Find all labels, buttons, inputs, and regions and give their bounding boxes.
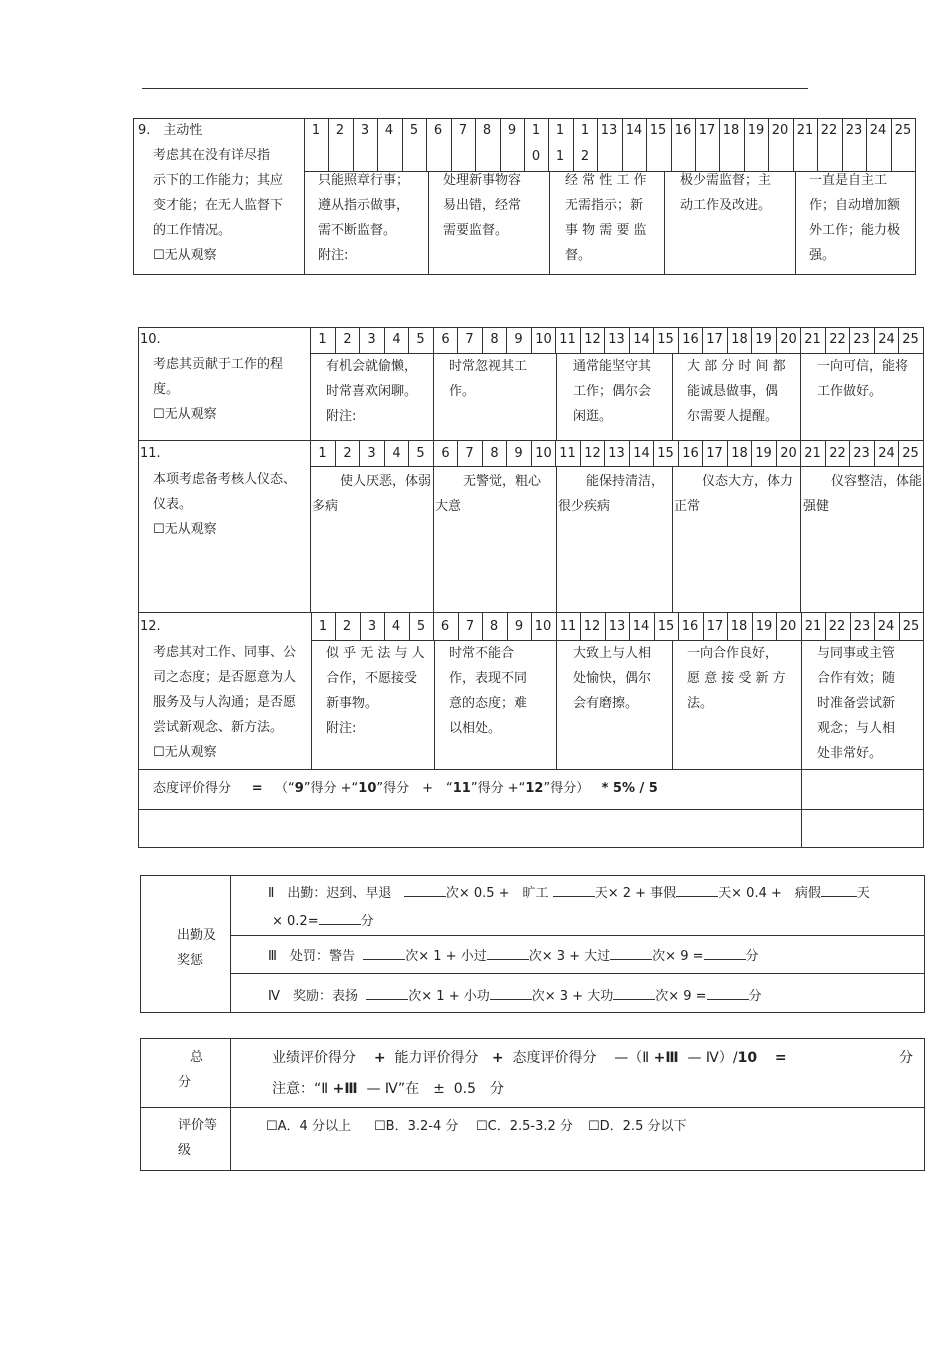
score-option[interactable]: 2 bbox=[335, 123, 345, 138]
score-option[interactable]: 11 bbox=[559, 332, 576, 347]
score-option[interactable]: 18 bbox=[731, 446, 748, 461]
header-rule bbox=[142, 88, 808, 89]
score-option[interactable]: 19 bbox=[755, 446, 772, 461]
item11-title: 11. bbox=[140, 446, 161, 461]
score-option[interactable]: 11 bbox=[559, 619, 577, 634]
reward-score-field[interactable] bbox=[707, 987, 749, 1000]
personal-leave-field[interactable] bbox=[676, 884, 718, 897]
score-option[interactable]: 17 bbox=[698, 123, 716, 138]
item11-level-5: 仪容整洁，体能 强健 bbox=[803, 474, 923, 514]
score-option[interactable]: 14 bbox=[633, 446, 650, 461]
score-option[interactable]: 4 bbox=[392, 332, 401, 347]
item12-level-4: 一向合作良好， 愿 意 接 受 新 方 法。 bbox=[687, 646, 786, 711]
attendance-label: 出勤及 奖惩 bbox=[177, 928, 217, 968]
grade-option-b[interactable]: ☐B．3.2-4 分 bbox=[374, 1119, 459, 1134]
score-option[interactable]: 3 bbox=[367, 332, 376, 347]
total-label: 总 分 bbox=[178, 1050, 204, 1090]
score-option[interactable]: 16 bbox=[674, 123, 692, 138]
no-observation-checkbox[interactable]: ☐无从观察 bbox=[153, 407, 217, 422]
item9-desc: 考虑其在没有详尽指 示下的工作能力；其应 变才能；在无人监督下 的工作情况。 ☐无从观察 bbox=[153, 143, 283, 268]
score-option[interactable]: 10 bbox=[534, 619, 552, 634]
item11-level-1: 使人厌恶，体弱 多病 bbox=[312, 474, 432, 514]
score-option[interactable]: 1 bbox=[318, 332, 327, 347]
score-option[interactable]: 8 bbox=[489, 619, 499, 634]
item9-level-2: 处理新事物容 易出错，经常 需要监督。 bbox=[443, 173, 522, 238]
score-option[interactable]: 25 bbox=[902, 332, 919, 347]
score-option[interactable]: 6 bbox=[441, 446, 450, 461]
score-option[interactable]: 22 bbox=[829, 446, 846, 461]
score-option[interactable]: 7 bbox=[465, 619, 475, 634]
score-option[interactable]: 23 bbox=[853, 332, 870, 347]
score-option[interactable]: 10 bbox=[535, 332, 552, 347]
score-option[interactable]: 21 bbox=[804, 619, 822, 634]
major-demerit-field[interactable] bbox=[610, 947, 652, 960]
score-option[interactable]: 22 bbox=[829, 332, 846, 347]
score-option[interactable]: 24 bbox=[878, 332, 895, 347]
score-option[interactable]: 20 bbox=[771, 123, 789, 138]
score-option[interactable]: 24 bbox=[877, 619, 895, 634]
penalty-score-field[interactable] bbox=[704, 947, 746, 960]
score-option[interactable]: 14 bbox=[632, 619, 650, 634]
score-option[interactable]: 6 bbox=[433, 123, 443, 138]
score-option[interactable]: 12 bbox=[583, 619, 601, 634]
score-option[interactable]: 15 bbox=[657, 332, 674, 347]
score-option[interactable]: 19 bbox=[755, 332, 772, 347]
score-option[interactable]: 15 bbox=[657, 619, 675, 634]
score-option[interactable]: 1 bbox=[311, 123, 321, 138]
item10-title: 10. bbox=[140, 332, 161, 347]
score-option[interactable]: 1 bbox=[555, 123, 565, 138]
score-option[interactable]: 7 bbox=[465, 332, 474, 347]
grade-option-a[interactable]: ☐A．4 分以上 bbox=[266, 1119, 351, 1134]
attendance-row: Ⅱ 出勤：迟到、早退 次× 0.5 + 旷工 天× 2 + 事假 天× 0.4 + 病假 天 bbox=[268, 886, 870, 901]
score-option[interactable]: 23 bbox=[845, 123, 863, 138]
praise-count-field[interactable] bbox=[366, 987, 408, 1000]
score-option[interactable]: 21 bbox=[804, 332, 821, 347]
minor-demerit-field[interactable] bbox=[487, 947, 529, 960]
score-option[interactable]: 3 bbox=[367, 446, 376, 461]
item10-level-3: 通常能坚守其 工作；偶尔会 闲逛。 bbox=[573, 359, 652, 424]
score-option-suffix: 0 bbox=[531, 149, 541, 164]
score-option[interactable]: 9 bbox=[514, 446, 523, 461]
no-observation-checkbox[interactable]: ☐无从观察 bbox=[153, 745, 217, 760]
total-formula: 业绩评价得分 + 能力评价得分 + 态度评价得分 —（Ⅱ +Ⅲ — Ⅳ）/10 = bbox=[272, 1050, 787, 1066]
item9-title: 9. 主动性 bbox=[138, 123, 203, 138]
score-option[interactable]: 13 bbox=[608, 332, 625, 347]
score-option[interactable]: 15 bbox=[649, 123, 667, 138]
score-option-suffix: 1 bbox=[555, 149, 565, 164]
score-option[interactable]: 15 bbox=[657, 446, 674, 461]
score-option[interactable]: 20 bbox=[779, 619, 797, 634]
score-option-suffix: 2 bbox=[580, 149, 590, 164]
score-option[interactable]: 5 bbox=[416, 332, 425, 347]
score-option[interactable]: 10 bbox=[535, 446, 552, 461]
item12-level-5: 与同事或主管 合作有效；随 时准备尝试新 观念；与人相 处非常好。 bbox=[817, 646, 896, 761]
score-option[interactable]: 25 bbox=[894, 123, 912, 138]
score-option[interactable]: 2 bbox=[342, 619, 352, 634]
item12-level-3: 大致上与人相 处愉快，偶尔 会有磨擦。 bbox=[573, 646, 652, 711]
score-option[interactable]: 5 bbox=[409, 123, 419, 138]
score-option[interactable]: 14 bbox=[625, 123, 643, 138]
score-option[interactable]: 20 bbox=[780, 446, 797, 461]
minor-merit-field[interactable] bbox=[490, 987, 532, 1000]
item11-level-2: 无警觉，粗心 大意 bbox=[435, 474, 542, 514]
score-option[interactable]: 16 bbox=[681, 619, 699, 634]
score-option[interactable]: 4 bbox=[392, 446, 401, 461]
attitude-score-formula: 态度评价得分 = （“9”得分 +“10”得分 + “11”得分 +“12”得分） * 5% / 5 bbox=[153, 781, 658, 796]
score-option[interactable]: 21 bbox=[796, 123, 814, 138]
score-option[interactable]: 23 bbox=[853, 446, 870, 461]
score-option[interactable]: 22 bbox=[820, 123, 838, 138]
grade-option-d[interactable]: ☐D．2.5 分以下 bbox=[588, 1119, 687, 1134]
score-option[interactable]: 23 bbox=[853, 619, 871, 634]
score-option[interactable]: 8 bbox=[482, 123, 492, 138]
attendance-row-cont: × 0.2= 分 bbox=[272, 914, 374, 929]
item9-level-3: 经 常 性 工 作 无需指示；新 事 物 需 要 监 督。 bbox=[565, 173, 647, 263]
score-option[interactable]: 19 bbox=[755, 619, 773, 634]
score-option[interactable]: 8 bbox=[490, 332, 499, 347]
reward-row: Ⅳ 奖励：表扬 次× 1 + 小功 次× 3 + 大功 次× 9 = 分 bbox=[268, 989, 762, 1004]
score-option[interactable]: 8 bbox=[490, 446, 499, 461]
score-option[interactable]: 6 bbox=[441, 332, 450, 347]
score-option[interactable]: 24 bbox=[869, 123, 887, 138]
score-option[interactable]: 17 bbox=[706, 446, 723, 461]
item12-level-2: 时常不能合 作，表现不同 意的态度；难 以相处。 bbox=[449, 646, 528, 736]
score-option[interactable]: 18 bbox=[722, 123, 740, 138]
score-option[interactable]: 17 bbox=[706, 619, 724, 634]
no-observation-checkbox[interactable]: ☐无从观察 bbox=[153, 248, 217, 263]
total-note: 注意：“Ⅱ +Ⅲ — Ⅳ”在 ± 0.5 分 bbox=[272, 1081, 505, 1097]
item12-title: 12. bbox=[140, 619, 161, 634]
late-count-field[interactable] bbox=[404, 884, 446, 897]
score-option[interactable]: 13 bbox=[600, 123, 618, 138]
score-option[interactable]: 25 bbox=[902, 619, 920, 634]
score-option[interactable]: 2 bbox=[343, 332, 352, 347]
score-option[interactable]: 7 bbox=[465, 446, 474, 461]
score-option[interactable]: 21 bbox=[804, 446, 821, 461]
score-option[interactable]: 19 bbox=[747, 123, 765, 138]
sick-leave-field[interactable] bbox=[821, 884, 857, 897]
item10-level-2: 时常忽视其工 作。 bbox=[449, 359, 528, 399]
attendance-score-field[interactable] bbox=[319, 912, 361, 925]
grade-label: 评价等 级 bbox=[178, 1118, 218, 1158]
score-option[interactable]: 18 bbox=[730, 619, 748, 634]
score-option[interactable]: 7 bbox=[458, 123, 468, 138]
score-option[interactable]: 11 bbox=[559, 446, 576, 461]
score-option[interactable]: 16 bbox=[682, 446, 699, 461]
item10-level-1: 有机会就偷懒， 时常喜欢闲聊。 附注: bbox=[326, 359, 418, 424]
score-option[interactable]: 1 bbox=[531, 123, 541, 138]
penalty-row: Ⅲ 处罚：警告 次× 1 + 小过 次× 3 + 大过 次× 9 = 分 bbox=[268, 949, 759, 964]
warning-count-field[interactable] bbox=[363, 947, 405, 960]
score-option[interactable]: 20 bbox=[780, 332, 797, 347]
score-option[interactable]: 9 bbox=[507, 123, 517, 138]
item10-desc: 考虑其贡献于工作的程 度。 ☐无从观察 bbox=[153, 352, 283, 427]
score-option[interactable]: 12 bbox=[584, 332, 601, 347]
absent-days-field[interactable] bbox=[553, 884, 595, 897]
score-option[interactable]: 1 bbox=[318, 446, 327, 461]
item9-level-1: 只能照章行事； 遵从指示做事， 需不断监督。 附注: bbox=[318, 173, 410, 263]
item11-level-4: 仪态大方，体力 正常 bbox=[674, 474, 794, 514]
item12-level-1: 似 乎 无 法 与 人 合作，不愿接受 新事物。 附注: bbox=[326, 646, 425, 736]
item10-level-4: 大 部 分 时 间 都 能诚恳做事，偶 尔需要人提醒。 bbox=[687, 359, 786, 424]
score-option[interactable]: 24 bbox=[878, 446, 895, 461]
score-option[interactable]: 13 bbox=[608, 619, 626, 634]
score-option[interactable]: 1 bbox=[318, 619, 328, 634]
score-option[interactable]: 5 bbox=[416, 446, 425, 461]
score-option[interactable]: 3 bbox=[367, 619, 377, 634]
score-option[interactable]: 6 bbox=[440, 619, 450, 634]
score-option[interactable]: 5 bbox=[416, 619, 426, 634]
score-option[interactable]: 18 bbox=[731, 332, 748, 347]
total-unit: 分 bbox=[899, 1050, 913, 1066]
score-option[interactable]: 1 bbox=[580, 123, 590, 138]
no-observation-checkbox[interactable]: ☐无从观察 bbox=[153, 522, 217, 537]
score-option[interactable]: 13 bbox=[608, 446, 625, 461]
major-merit-field[interactable] bbox=[613, 987, 655, 1000]
item9-level-5: 一直是自主工 作；自动增加额 外工作；能力极 强。 bbox=[809, 173, 901, 263]
score-option[interactable]: 4 bbox=[384, 123, 394, 138]
score-option[interactable]: 17 bbox=[706, 332, 723, 347]
grade-option-c[interactable]: ☐C．2.5-3.2 分 bbox=[476, 1119, 573, 1134]
item9-level-4: 极少需监督；主 动工作及改进。 bbox=[680, 173, 772, 213]
score-option[interactable]: 14 bbox=[633, 332, 650, 347]
score-option[interactable]: 22 bbox=[828, 619, 846, 634]
score-option[interactable]: 4 bbox=[391, 619, 401, 634]
score-option[interactable]: 2 bbox=[343, 446, 352, 461]
item11-desc: 本项考虑备考核人仪态、 仪表。 ☐无从观察 bbox=[153, 467, 296, 542]
item12-desc: 考虑其对工作、同事、公 司之态度；是否愿意为人 服务及与人沟通；是否愿 尝试新观念、新方法。 ☐无从观察 bbox=[153, 640, 296, 765]
score-option[interactable]: 3 bbox=[360, 123, 370, 138]
score-option[interactable]: 12 bbox=[584, 446, 601, 461]
score-option[interactable]: 16 bbox=[682, 332, 699, 347]
score-option[interactable]: 9 bbox=[514, 332, 523, 347]
score-option[interactable]: 25 bbox=[902, 446, 919, 461]
score-option[interactable]: 9 bbox=[514, 619, 524, 634]
item10-level-5: 一向可信，能将 工作做好。 bbox=[817, 359, 909, 399]
item11-level-3: 能保持清洁， 很少疾病 bbox=[558, 474, 665, 514]
